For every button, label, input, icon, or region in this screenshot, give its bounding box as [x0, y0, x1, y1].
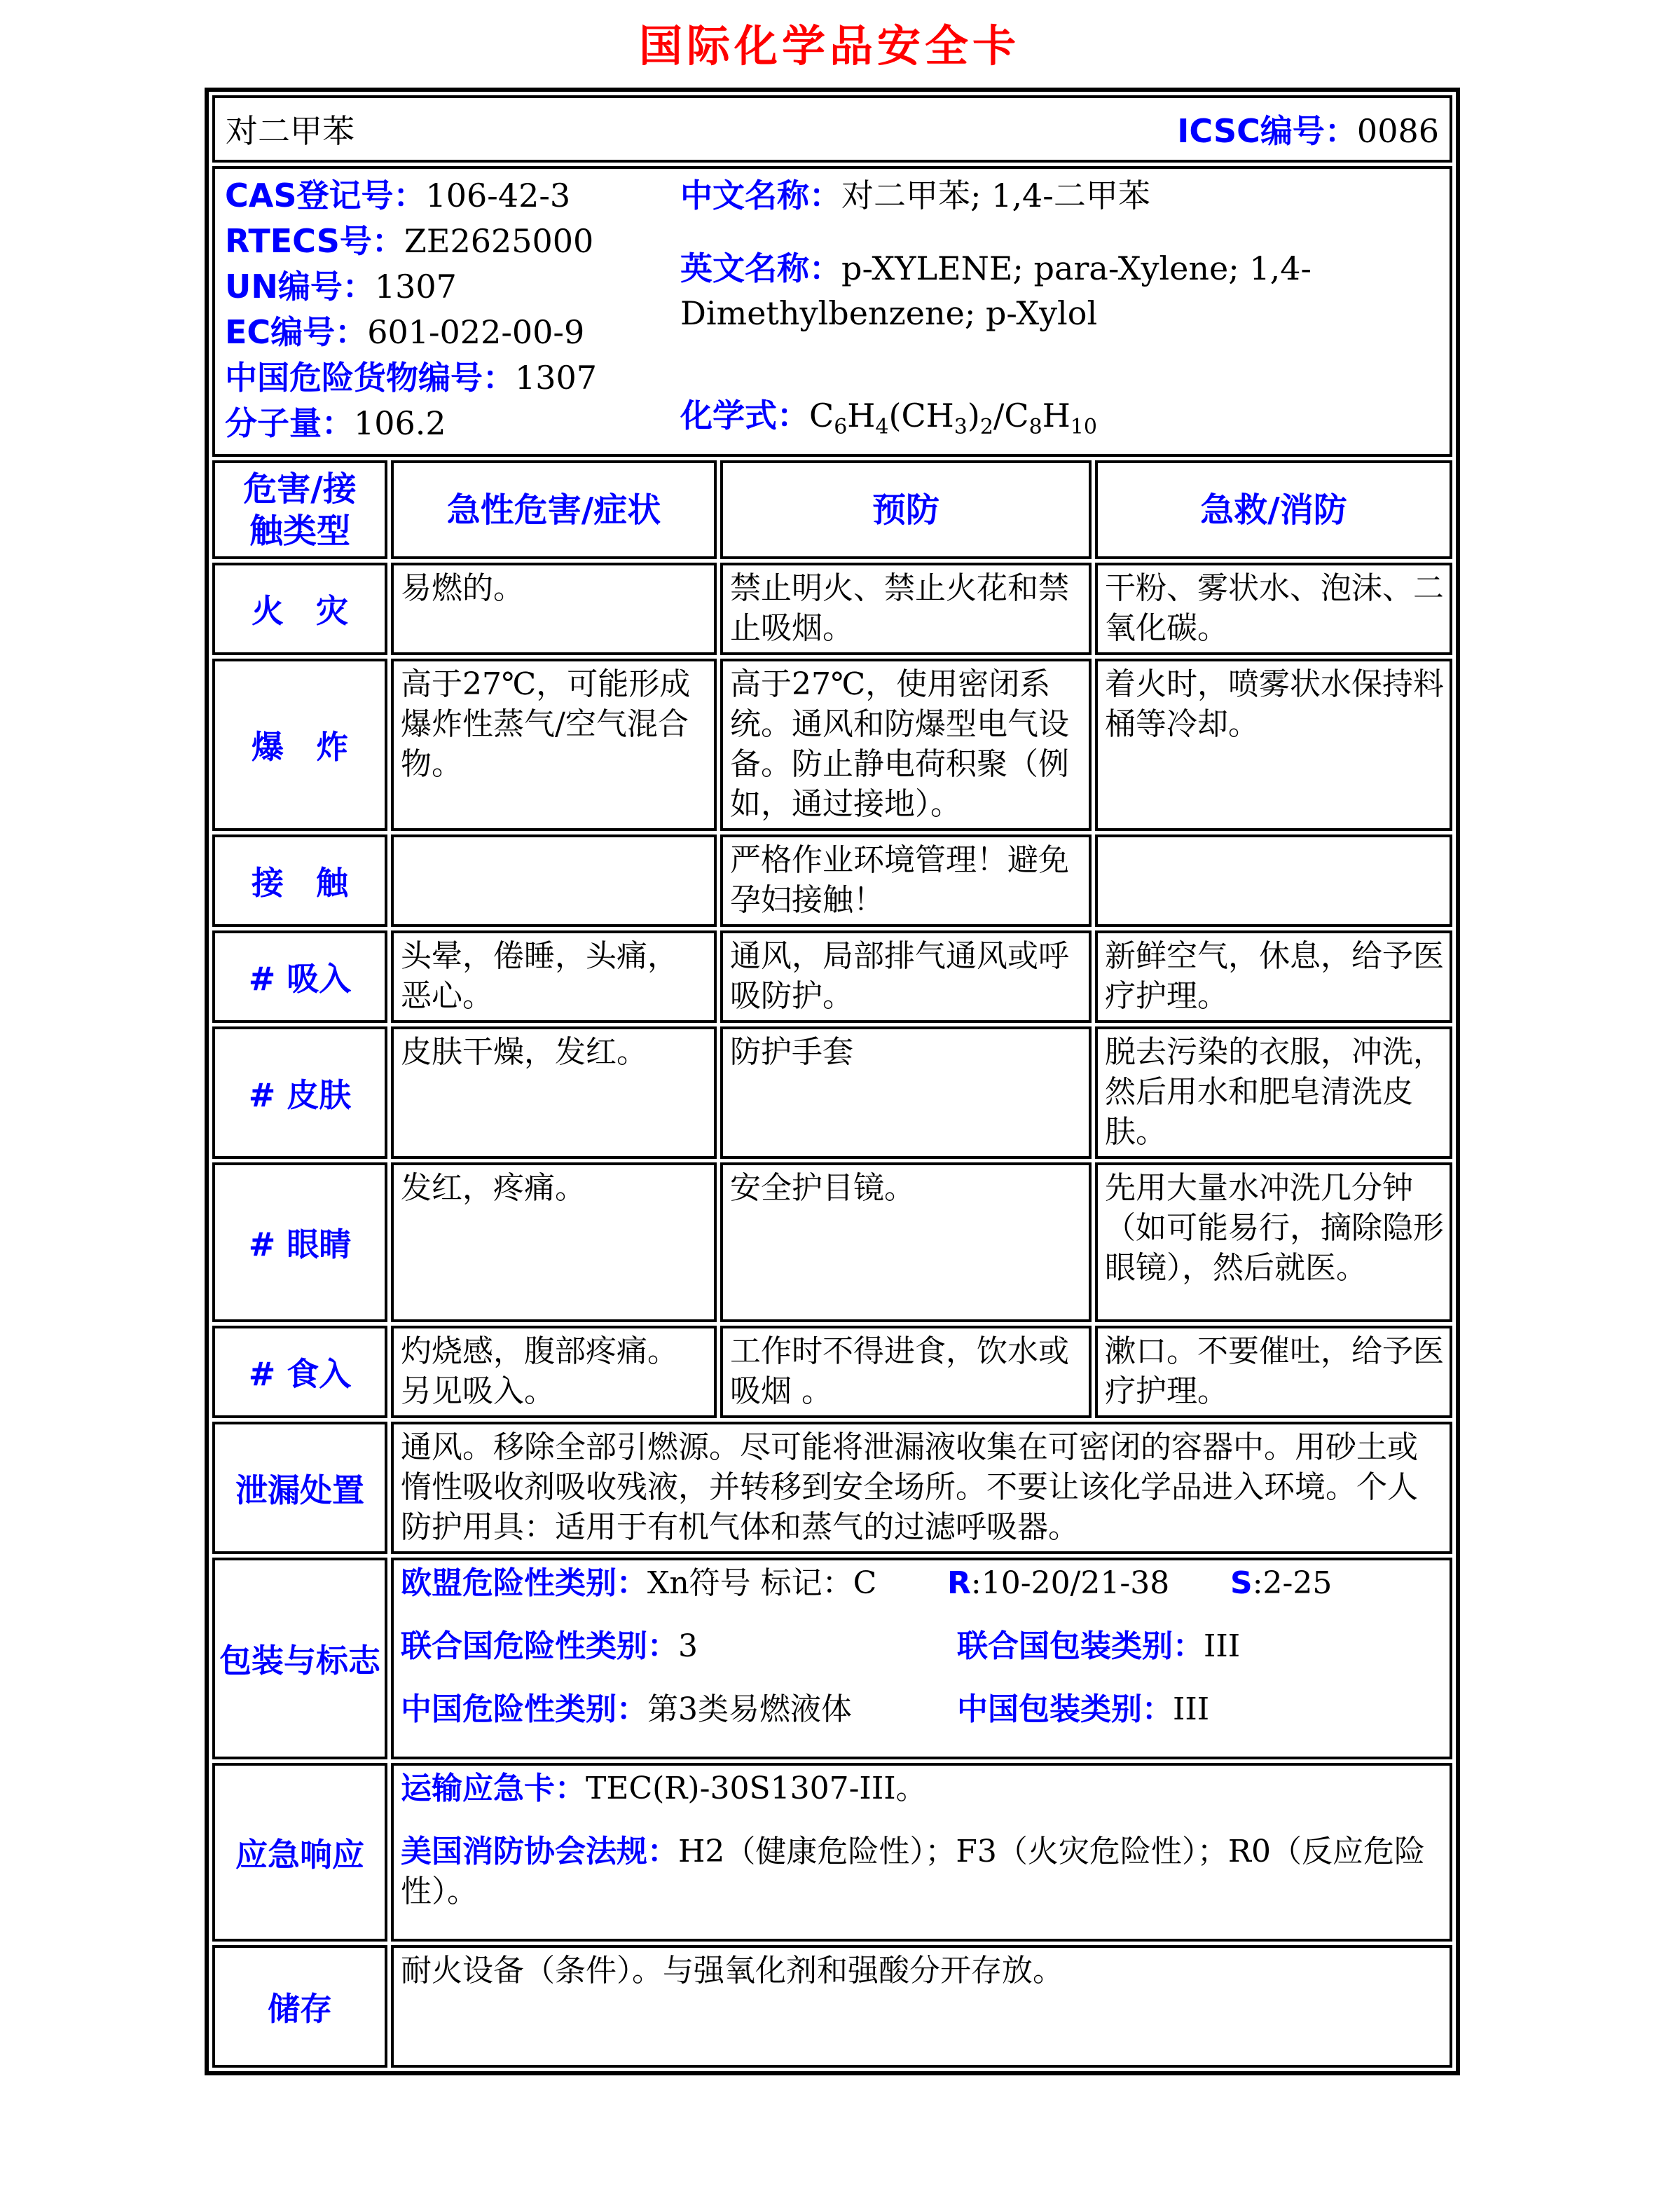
cas-number-label: CAS登记号：: [225, 177, 426, 214]
chinese-name-value: 对二甲苯; 1,4-二甲苯: [841, 177, 1150, 214]
header-first-aid: 急救/消防: [1095, 460, 1452, 559]
molecular-weight-line: [225, 401, 680, 446]
icsc-number-group: [1177, 106, 1439, 152]
r-phrases-value: :10-20/21-38: [970, 1565, 1170, 1602]
skin-aid-cell: 脱去污染的衣服，冲洗，然后用水和肥皂清洗皮肤。: [1095, 1026, 1452, 1159]
rtecs-number-label: RTECS号：: [225, 222, 404, 260]
emergency-row: [212, 1763, 1452, 1942]
cas-number-value: 106-42-3: [425, 177, 571, 214]
inhalation-row-label: # 吸入: [212, 930, 387, 1023]
un-number-value: 1307: [374, 268, 457, 305]
transport-card-value: TEC(R)-30S1307-III。: [586, 1771, 927, 1807]
icsc-number-value: 0086: [1356, 112, 1439, 150]
explosion-row-label: 爆 炸: [212, 659, 387, 831]
ec-number-line: [225, 310, 680, 355]
nfpa-label: 美国消防协会法规：: [401, 1834, 678, 1870]
inhalation-aid-cell: 新鲜空气，休息，给予医疗护理。: [1095, 930, 1452, 1023]
rtecs-number-value: ZE2625000: [404, 222, 594, 260]
spill-row-label: 泄漏处置: [212, 1422, 387, 1554]
exposure-aid-cell: [1095, 834, 1452, 927]
un-number-label: UN编号：: [225, 268, 375, 305]
page-title: 国际化学品安全卡: [638, 20, 1020, 71]
cn-class-label: 中国危险性类别：: [401, 1691, 647, 1728]
fire-symptoms-cell: 易燃的。: [391, 563, 717, 655]
skin-prevention-cell: 防护手套: [720, 1026, 1092, 1159]
card-header-row: [212, 95, 1452, 163]
eyes-row-label: # 眼睛: [212, 1162, 387, 1322]
china-dg-number-line: [225, 355, 680, 400]
inhalation-row: [212, 930, 1452, 1023]
english-name-value: p-XYLENE; para-Xylene; 1,4-Dimethylbenzene; p-Xylol: [680, 249, 1312, 332]
un-number-line: [225, 264, 680, 309]
nfpa-value: H2（健康危险性）；F3（火灾危险性）；R0（反应危险性）。: [401, 1834, 1426, 1910]
storage-row: [212, 1945, 1452, 2068]
packaging-row-label: 包装与标志: [212, 1558, 387, 1759]
china-dg-number-label: 中国危险货物编号：: [225, 359, 515, 397]
names-block: [680, 173, 1440, 450]
english-name-line: [680, 246, 1440, 336]
chemical-formula-line: [680, 393, 1440, 450]
explosion-symptoms-cell: 高于27℃，可能形成爆炸性蒸气/空气混合物。: [391, 659, 717, 831]
s-phrases-label: S: [1230, 1565, 1253, 1602]
transport-card-label: 运输应急卡：: [401, 1771, 586, 1807]
inhalation-symptoms-cell: 头晕，倦睡，头痛，恶心。: [391, 930, 717, 1023]
storage-row-label: 储存: [212, 1945, 387, 2068]
chemical-formula: $C_6H_4(CH_3)_2/C_8H_{10}$: [809, 397, 1098, 440]
chinese-name-line: [680, 173, 1440, 218]
english-name-label: 英文名称：: [680, 249, 841, 287]
identifier-list: [225, 173, 680, 446]
skin-row: [212, 1026, 1452, 1159]
identifier-cell: [212, 166, 1452, 457]
rtecs-number-line: [225, 219, 680, 263]
fire-row-label: 火 灾: [212, 563, 387, 655]
inhalation-prevention-cell: 通风，局部排气通风或呼吸防护。: [720, 930, 1092, 1023]
emergency-row-label: 应急响应: [212, 1763, 387, 1942]
packaging-row: [212, 1558, 1452, 1759]
ec-number-label: EC编号：: [225, 313, 368, 351]
header-hazard-type: 危害/接触类型: [212, 460, 387, 559]
ingestion-row-label: # 食入: [212, 1326, 387, 1418]
fire-aid-cell: 干粉、雾状水、泡沫、二氧化碳。: [1095, 563, 1452, 655]
storage-text-cell: 耐火设备（条件）。与强氧化剂和强酸分开存放。: [391, 1945, 1452, 2068]
icsc-number-label: ICSC编号：: [1177, 112, 1357, 150]
cn-class-line: [401, 1689, 1444, 1729]
hazard-header-row: [212, 460, 1452, 559]
cn-pack-label: 中国包装类别：: [957, 1691, 1173, 1728]
icsc-card-table: [205, 88, 1460, 2075]
nfpa-line: [401, 1832, 1444, 1911]
header-symptoms: 急性危害/症状: [391, 460, 717, 559]
fire-prevention-cell: 禁止明火、禁止火花和禁止吸烟。: [720, 563, 1092, 655]
ingestion-prevention-cell: 工作时不得进食，饮水或吸烟 。: [720, 1326, 1092, 1418]
explosion-prevention-cell: 高于27℃，使用密闭系统。通风和防爆型电气设备。防止静电荷积聚（例如，通过接地）。: [720, 659, 1092, 831]
s-phrases-value: :2-25: [1252, 1565, 1333, 1602]
eu-hazard-label: 欧盟危险性类别：: [401, 1565, 647, 1602]
eu-hazard-line: [401, 1563, 1444, 1603]
china-dg-number-value: 1307: [515, 359, 598, 397]
explosion-row: [212, 659, 1452, 831]
un-class-value: 3: [678, 1628, 698, 1665]
chemical-formula-label: 化学式：: [680, 397, 809, 434]
explosion-aid-cell: 着火时，喷雾状水保持料桶等冷却。: [1095, 659, 1452, 831]
exposure-row: [212, 834, 1452, 927]
eu-hazard-value: Xn符号 标记：C: [647, 1565, 877, 1602]
ingestion-symptoms-cell: 灼烧感，腹部疼痛。另见吸入。: [391, 1326, 717, 1418]
cas-number-line: [225, 173, 680, 218]
card-header-cell: [212, 95, 1452, 163]
eyes-prevention-cell: 安全护目镜。: [720, 1162, 1092, 1322]
packaging-cell: [391, 1558, 1452, 1759]
un-pack-label: 联合国包装类别：: [957, 1628, 1204, 1665]
header-prevention: 预防: [720, 460, 1092, 559]
spill-row: [212, 1422, 1452, 1554]
transport-card-line: [401, 1768, 1444, 1808]
molecular-weight-label: 分子量：: [225, 404, 354, 442]
ec-number-value: 601-022-00-9: [367, 313, 585, 351]
molecular-weight-value: 106.2: [354, 404, 446, 442]
exposure-prevention-cell: 严格作业环境管理！避免孕妇接触！: [720, 834, 1092, 927]
un-class-line: [401, 1626, 1444, 1666]
eyes-row: [212, 1162, 1452, 1322]
fire-row: [212, 563, 1452, 655]
exposure-row-label: 接 触: [212, 834, 387, 927]
cn-class-value: 第3类易燃液体: [647, 1691, 852, 1728]
eyes-symptoms-cell: 发红，疼痛。: [391, 1162, 717, 1322]
substance-name: 对二甲苯: [226, 112, 354, 150]
spill-text-cell: 通风。移除全部引燃源。尽可能将泄漏液收集在可密闭的容器中。用砂土或惰性吸收剂吸收残液，并转移到安全场所。不要让该化学品进入环境。个人防护用具：适用于有机气体和蒸气的过滤呼吸器。: [391, 1422, 1452, 1554]
skin-row-label: # 皮肤: [212, 1026, 387, 1159]
exposure-symptoms-cell: [391, 834, 717, 927]
skin-symptoms-cell: 皮肤干燥，发红。: [391, 1026, 717, 1159]
un-pack-value: III: [1204, 1628, 1241, 1665]
ingestion-row: [212, 1326, 1452, 1418]
emergency-cell: [391, 1763, 1452, 1942]
ingestion-aid-cell: 漱口。不要催吐，给予医疗护理。: [1095, 1326, 1452, 1418]
cn-pack-value: III: [1173, 1691, 1210, 1728]
r-phrases-label: R: [947, 1565, 971, 1602]
un-class-label: 联合国危险性类别：: [401, 1628, 678, 1665]
chinese-name-label: 中文名称：: [680, 177, 841, 214]
eyes-aid-cell: 先用大量水冲洗几分钟（如可能易行，摘除隐形眼镜），然后就医。: [1095, 1162, 1452, 1322]
identifier-row: [212, 166, 1452, 457]
